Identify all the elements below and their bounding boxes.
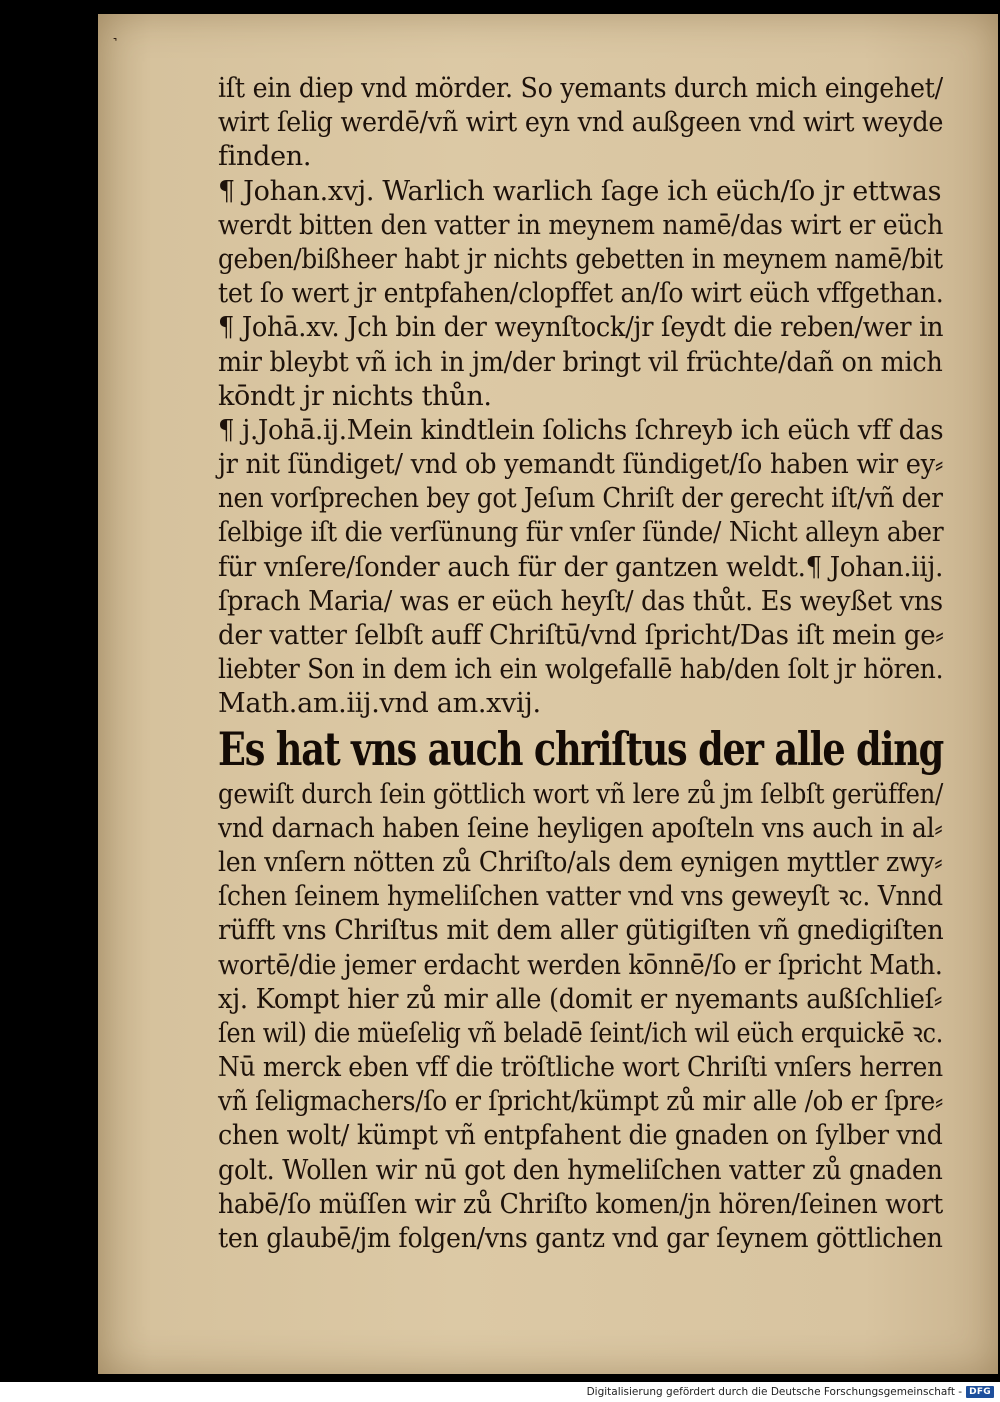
page-text-block bbox=[218, 72, 943, 1256]
text-line: chen wolt/ kümpt vñ entpfahent die gnaden on ſylber vnd bbox=[218, 1120, 943, 1152]
text-line: Math.am.iij.vnd am.xvij. bbox=[218, 688, 541, 720]
text-line: iſt ein diep vnd mörder. So yemants durch mich eingehet/ bbox=[218, 73, 943, 104]
text-line: mir bleybt vñ ich in jm/der bringt vil früchte/dañ on mich bbox=[218, 346, 943, 378]
text-line: kōndt jr nichts thůn. bbox=[218, 380, 492, 412]
text-line: ſchen ſeinem hymeliſchen vatter vnd vns geweyſt ꝛc. Vnnd bbox=[218, 881, 943, 913]
text-line: geben/bißheer habt jr nichts gebetten in meynem namē/bit bbox=[218, 243, 943, 275]
text-line: gewiſt durch ſein göttlich wort vñ lere zů jm ſelbſt gerüffen/ bbox=[218, 778, 944, 810]
text-line: xj. Kompt hier zů mir alle (domit er nyemants außſchlieſ⸗ bbox=[218, 983, 943, 1015]
section-heading: Es hat vns auch chriſtus der alle ding bbox=[218, 721, 944, 776]
text-line: rüfft vns Chriſtus mit dem aller gütigiſten vñ gnedigiſten bbox=[218, 915, 944, 947]
text-line: jr nit ſündiget/ vnd ob yemandt ſündiget/ſo haben wir ey⸗ bbox=[218, 449, 944, 481]
text-line: ſprach Maria/ was er eüch heyſt/ das thůt. Es weyßet vns bbox=[218, 585, 943, 617]
text-line: der vatter ſelbſt auff Chriſtū/vnd ſpricht/Das iſt mein ge⸗ bbox=[218, 620, 944, 651]
text-line: vnd darnach haben ſeine heyligen apoſteln vns auch in al⸗ bbox=[218, 812, 943, 844]
text-line: tet ſo wert jr entpfahen/clopffet an/ſo wirt eüch vffgethan. bbox=[218, 278, 944, 310]
text-line: ſelbige iſt die verſünung für vnſer ſünde/ Nicht alleyn aber bbox=[218, 517, 944, 549]
text-line: für vnſere/ſonder auch für der gantzen weldt.¶ Johan.iij. bbox=[218, 551, 944, 583]
text-line: ¶ Johan.xvj. Warlich warlich ſage ich eüch/ſo jr ettwas bbox=[218, 175, 942, 207]
text-line: finden. bbox=[218, 141, 312, 173]
margin-mark: ˺ bbox=[112, 34, 118, 55]
text-line: wortē/die jemer erdacht werden kōnnē/ſo er ſpricht Math. bbox=[218, 949, 943, 981]
text-line: vñ ſeligmachers/ſo er ſpricht/kümpt zů mir alle /ob er ſpre⸗ bbox=[218, 1086, 943, 1118]
text-line: Nū merck eben vff die tröſtliche wort Chriſti vnſers herren bbox=[218, 1052, 943, 1084]
text-line: wirt ſelig werdē/vñ wirt eyn vnd außgeen vnd wirt weyde bbox=[218, 107, 944, 139]
text-line: golt. Wollen wir nū got den hymeliſchen vatter zů gnaden bbox=[218, 1154, 943, 1186]
text-line: len vnſern nötten zů Chriſto/als dem eynigen myttler zwy⸗ bbox=[218, 846, 943, 878]
footer-bar bbox=[0, 1382, 1000, 1402]
dfg-logo: DFG bbox=[966, 1386, 994, 1398]
text-line: ¶ j.Johā.ij.Mein kindtlein ſolichs ſchreyb ich eüch vff das bbox=[218, 414, 944, 446]
text-line: habē/ſo müſſen wir zů Chriſto komen/jn hören/ſeinen wort bbox=[218, 1188, 943, 1220]
text-line: liebter Son in dem ich ein wolgefallē hab/den ſolt jr hören. bbox=[218, 654, 944, 686]
text-line: ſen wil) die müeſelig vñ beladē ſeint/ich wil eüch erquickē ꝛc. bbox=[218, 1017, 944, 1049]
funding-notice: Digitalisierung gefördert durch die Deutsche Forschungsgemeinschaft - bbox=[586, 1386, 963, 1398]
text-line: werdt bitten den vatter in meynem namē/das wirt er eüch bbox=[218, 209, 944, 241]
text-line: ¶ Johā.xv. Jch bin der weynſtock/jr ſeydt die reben/wer in bbox=[218, 312, 944, 344]
paragraph-group-bottom bbox=[218, 778, 943, 1257]
text-line: ten glaubē/jm folgen/vns gantz vnd gar ſeynem göttlichen bbox=[218, 1223, 943, 1254]
text-line: nen vorſprechen bey got Jeſum Chriſt der gerecht iſt/vñ der bbox=[218, 483, 943, 515]
paragraph-group-top bbox=[218, 72, 943, 722]
